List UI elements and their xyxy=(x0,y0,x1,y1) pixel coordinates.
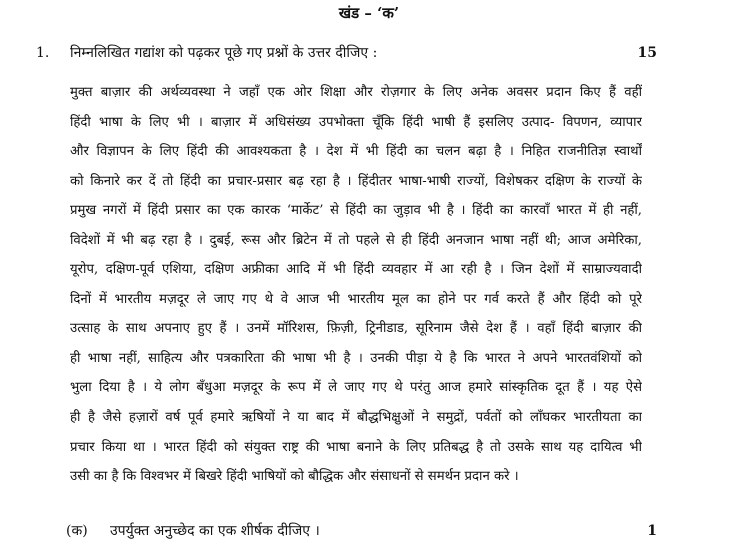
question-prompt: निम्नलिखित गद्यांश को पढ़कर पूछे गए प्रश्नों के उत्तर दीजिए : xyxy=(70,45,378,61)
passage-line: उसी का है कि विश्वभर में बिखरे हिंदी भाषियों को बौद्धिक और संसाधनों से समर्थन प्रदान करे । xyxy=(70,469,519,485)
subquestion-row xyxy=(0,520,738,542)
section-heading: खंड – ‘क’ xyxy=(338,4,400,22)
passage-line: उत्साह के साथ अपनाए हुए हैं । उनमें मॉरिशस, फ़िज़ी, ट्रिनीडाड, सूरिनाम जैसे देश हैं । वहाँ हिंदी बाज़ार की xyxy=(70,321,642,337)
subquestion-marks: 1 xyxy=(647,523,657,539)
passage-line: यूरोप, दक्षिण-पूर्व एशिया, दक्षिण अफ्रीका आदि में भी हिंदी व्यवहार में आ रही है । जिन देशों में साम्राज्यवादी xyxy=(70,262,642,278)
passage-line: ही भाषा नहीं, साहित्य और पत्रकारिता की भाषा भी है । उनकी पीड़ा ये है कि भारत ने अपने भारतवंशियों को xyxy=(70,350,642,366)
passage-line: मुक्त बाज़ार की अर्थव्यवस्था ने जहाँ एक ओर शिक्षा और रोज़गार के लिए अनेक अवसर प्रदान किए हैं वहीं xyxy=(70,85,642,100)
question-number: 1. xyxy=(36,45,50,61)
passage-line: और विज्ञापन के लिए हिंदी की आवश्यकता है । देश में भी हिंदी का चलन बढ़ा है । निहित राजनीतिज्ञ स्वार्थों xyxy=(70,144,642,160)
passage-line: विदेशों में भी बढ़ रहा है । दुबई, रूस और ब्रिटेन में तो पहले से ही हिंदी अनजान भाषा नहीं थी; आज अमेरिका, xyxy=(70,232,642,248)
question-marks: 15 xyxy=(637,45,657,61)
passage-line: हिंदी भाषा के लिए भी । बाज़ार में अधिसंख्य उपभोक्ता चूँकि हिंदी भाषी हैं इसलिए उत्पाद- विपणन, व्यापार xyxy=(70,114,642,130)
passage-line: को किनारे कर दें तो हिंदी का प्रचार-प्रसार बढ़ रहा है । हिंदीतर भाषा-भाषी राज्यों, विशेषकर दक्षिण के राज्यों के xyxy=(70,173,642,189)
passage-line: दिनों में भारतीय मज़दूर ले जाए गए थे वे आज भी भारतीय मूल का होने पर गर्व करते हैं और हिंदी को पूरे xyxy=(70,291,642,307)
passage-line: भुला दिया है । ये लोग बँधुआ मज़दूर के रूप में ले जाए गए थे परंतु आज हमारे सांस्कृतिक दूत हैं । यह ऐसे xyxy=(70,380,642,396)
passage-line: ही है जैसे हज़ारों वर्ष पूर्व हमारे ऋषियों ने या बाद में बौद्धभिक्षुओं ने समुद्रों, पर्वतों को लाँघकर भारतीयता का xyxy=(70,410,642,426)
passage-line: प्रमुख नगरों में हिंदी प्रसार का एक कारक ‘मार्केट’ से हिंदी का जुड़ाव भी है । हिंदी का कारवाँ भारत में ही नहीं, xyxy=(70,203,642,219)
subquestion-label: (क) xyxy=(66,523,88,539)
passage-line: प्रचार किया था । भारत हिंदी को संयुक्त राष्ट्र की भाषा बनाने के लिए प्रतिबद्ध है तो उसके साथ यह दायित्व भी xyxy=(70,439,642,455)
subquestion-text: उपर्युक्त अनुच्छेद का एक शीर्षक दीजिए । xyxy=(110,523,320,539)
question-row xyxy=(0,42,738,64)
passage xyxy=(70,78,642,492)
